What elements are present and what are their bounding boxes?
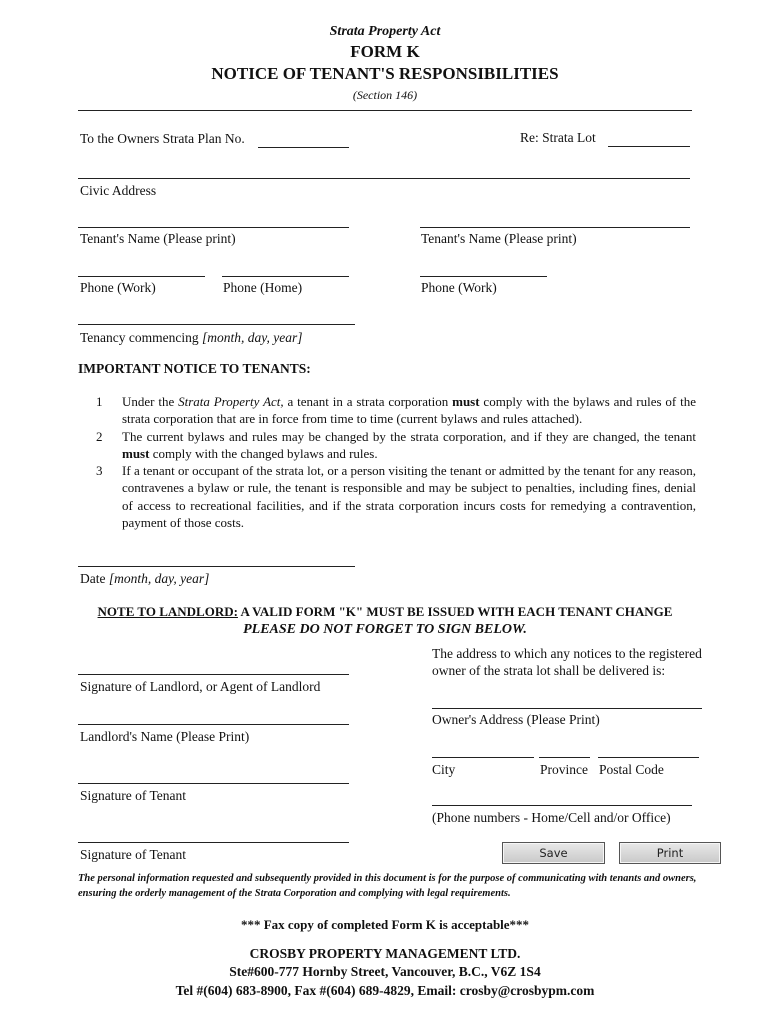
tenant-name-1-label: Tenant's Name (Please print) xyxy=(80,231,236,246)
save-button[interactable]: Save xyxy=(502,842,605,864)
address-intro-line-1: The address to which any notices to the registered xyxy=(432,646,702,661)
address-intro-line-2: owner of the strata lot shall be delivered is: xyxy=(432,663,666,678)
important-notice-heading: IMPORTANT NOTICE TO TENANTS: xyxy=(78,361,311,376)
form-number: FORM K xyxy=(350,42,420,61)
note-to-landlord: NOTE TO LANDLORD: A VALID FORM "K" MUST BE ISSUED WITH EACH TENANT CHANGE xyxy=(97,604,673,619)
form-act-title: Strata Property Act xyxy=(329,24,441,39)
phone-numbers-field[interactable] xyxy=(432,805,692,806)
date-field[interactable] xyxy=(78,566,355,567)
company-address: Ste#600-777 Hornby Street, Vancouver, B.C., V6Z 1S4 xyxy=(229,964,541,979)
phone-work-2-label: Phone (Work) xyxy=(421,280,497,295)
sign-below-reminder: PLEASE DO NOT FORGET TO SIGN BELOW. xyxy=(243,622,527,637)
print-button[interactable]: Print xyxy=(619,842,721,864)
phone-work-1-field[interactable] xyxy=(78,276,205,277)
civic-address-field[interactable] xyxy=(78,178,690,179)
tenancy-commencing-label: Tenancy commencing [month, day, year] xyxy=(80,330,303,345)
strata-lot-label: Re: Strata Lot xyxy=(520,130,596,145)
form-title: NOTICE OF TENANT'S RESPONSIBILITIES xyxy=(211,64,559,83)
notice-item-3: 3 If a tenant or occupant of the strata lot, or a person visiting the tenant or admitted by the tenant for any reason, contravenes a bylaw or rule, the tenant is responsible and may be subject to penalties, including fines, denial of access to recreational facilities, and if the strata corporation incurs costs for remedying a contravention, payment of those costs. xyxy=(96,463,696,531)
phone-home-label: Phone (Home) xyxy=(223,280,303,295)
tenant-signature-1-field[interactable] xyxy=(78,783,349,784)
phone-numbers-label: (Phone numbers - Home/Cell and/or Office) xyxy=(432,810,671,825)
city-label: City xyxy=(432,762,456,777)
notice-item-1: 1 Under the Strata Property Act, a tenant in a strata corporation must comply with the bylaws and rules of the strata corporation that are in force from time to time (current bylaws and rules attached). xyxy=(96,394,696,427)
tenant-name-1-field[interactable] xyxy=(78,227,349,228)
owners-address-label: Owner's Address (Please Print) xyxy=(432,712,600,727)
fax-note: *** Fax copy of completed Form K is acceptable*** xyxy=(240,917,530,932)
phone-work-2-field[interactable] xyxy=(420,276,547,277)
tenant-signature-2-label: Signature of Tenant xyxy=(80,847,187,862)
postal-code-label: Postal Code xyxy=(599,762,664,777)
province-label: Province xyxy=(540,762,588,777)
tenant-name-2-field[interactable] xyxy=(420,227,690,228)
notice-list xyxy=(96,393,696,531)
province-field[interactable] xyxy=(539,757,590,758)
privacy-statement: The personal information requested and subsequently provided in this document is for the purpose of communicating with tenants and owners, ensuring the orderly management of the Strata Corporation and complying with legal requirements. xyxy=(78,873,697,899)
civic-address-label: Civic Address xyxy=(80,183,157,198)
header-divider xyxy=(78,110,692,111)
notice-item-2: 2 The current bylaws and rules may be changed by the strata corporation, and if they are changed, the tenant must comply with the changed bylaws and rules. xyxy=(96,428,696,461)
landlord-signature-field[interactable] xyxy=(78,674,349,675)
tenancy-commencing-field[interactable] xyxy=(78,324,355,325)
landlord-signature-label: Signature of Landlord, or Agent of Landlord xyxy=(80,679,321,694)
company-contact: Tel #(604) 683-8900, Fax #(604) 689-4829, Email: crosby@crosbypm.com xyxy=(175,983,595,998)
landlord-name-field[interactable] xyxy=(78,724,349,725)
strata-plan-field[interactable] xyxy=(258,147,349,148)
strata-lot-field[interactable] xyxy=(608,146,690,147)
postal-code-field[interactable] xyxy=(598,757,699,758)
tenant-signature-1-label: Signature of Tenant xyxy=(80,788,187,803)
city-field[interactable] xyxy=(432,757,534,758)
form-section: (Section 146) xyxy=(352,88,418,102)
tenant-signature-2-field[interactable] xyxy=(78,842,349,843)
tenant-name-2-label: Tenant's Name (Please print) xyxy=(421,231,577,246)
company-name: CROSBY PROPERTY MANAGEMENT LTD. xyxy=(249,946,521,961)
date-label: Date [month, day, year] xyxy=(80,571,210,586)
owners-address-field[interactable] xyxy=(432,708,702,709)
phone-home-field[interactable] xyxy=(222,276,349,277)
landlord-name-label: Landlord's Name (Please Print) xyxy=(80,729,250,744)
owners-strata-plan-label: To the Owners Strata Plan No. xyxy=(80,131,245,146)
phone-work-1-label: Phone (Work) xyxy=(80,280,156,295)
